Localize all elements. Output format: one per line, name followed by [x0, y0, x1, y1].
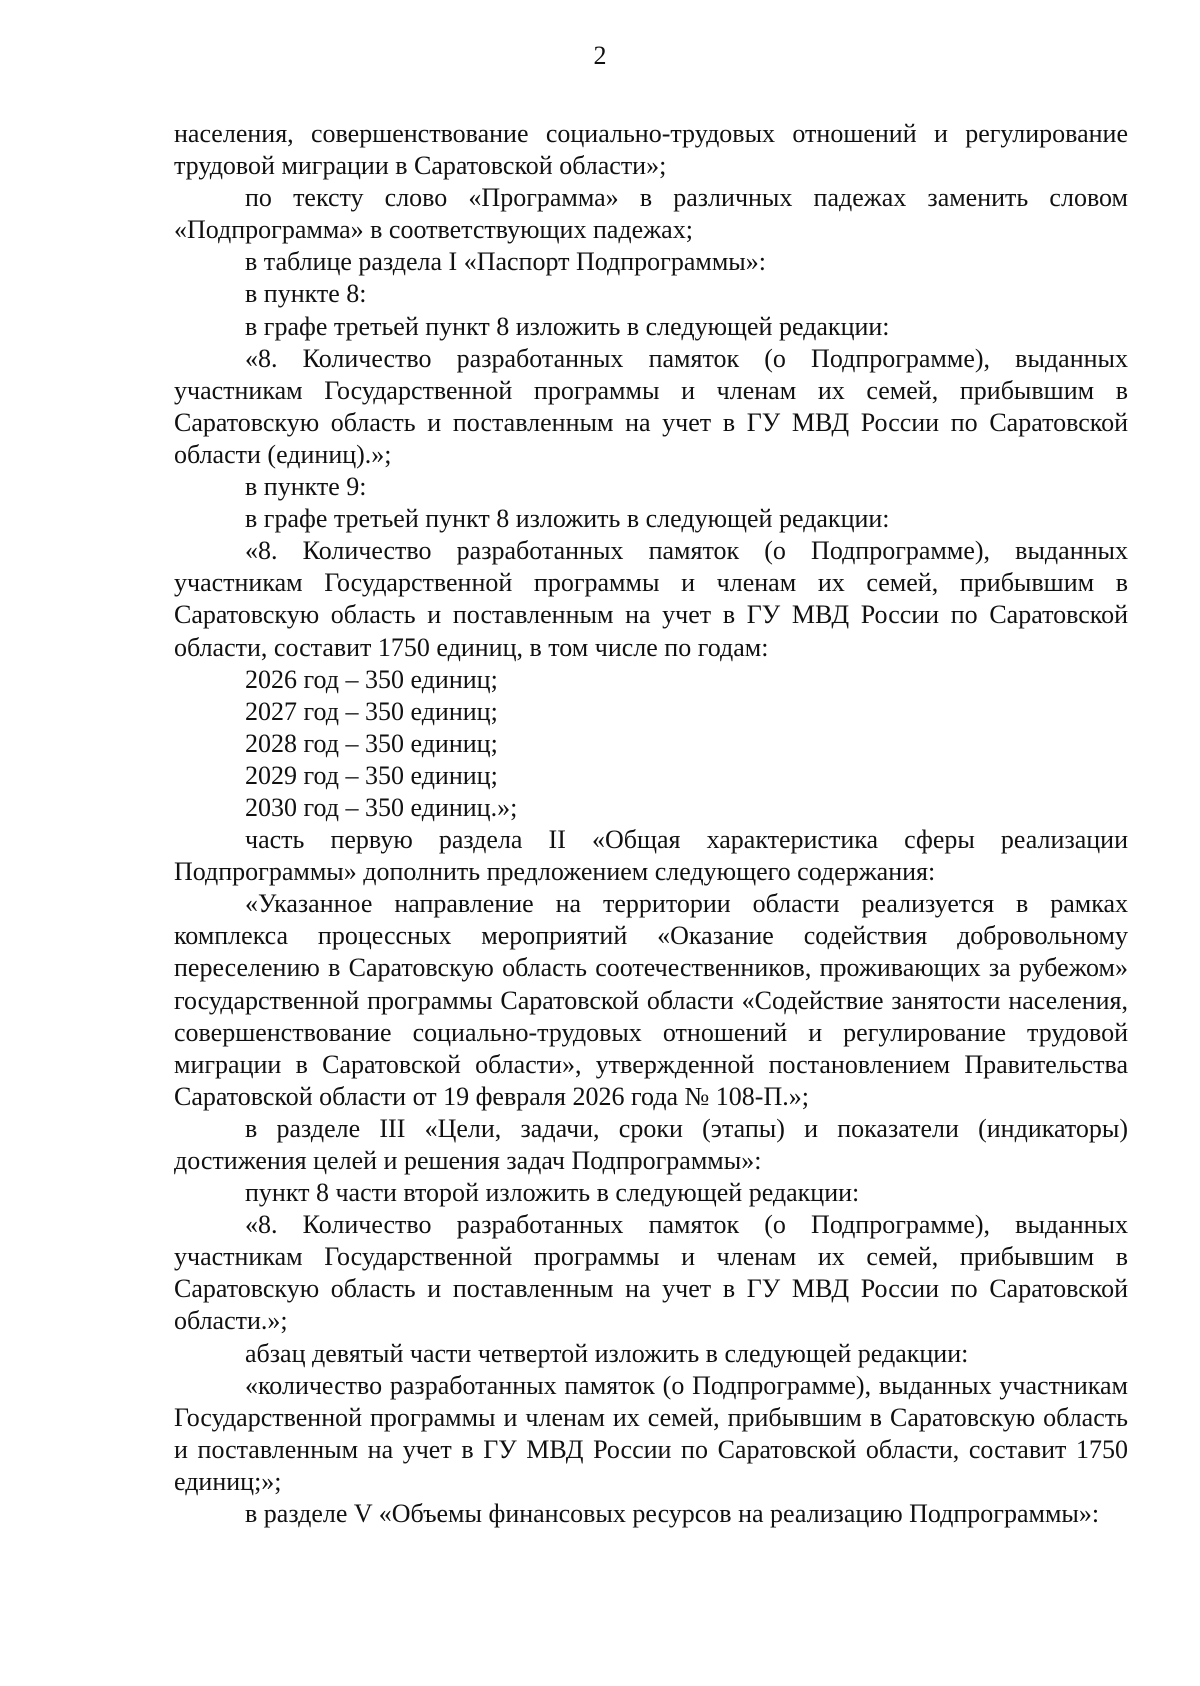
paragraph-item-9: в пункте 9:: [245, 472, 367, 502]
year-list: [174, 664, 1128, 824]
paragraph-quote-count: «количество разработанных памяток (о Подпрограмме), выданных участникам Государственной программы и членам их семей, прибывшим в Саратовскую область и поставленным на учет в ГУ МВД России по Саратовской области, составит 1750 единиц;»;: [174, 1370, 1128, 1496]
year-item: 2029 год – 350 единиц;: [245, 760, 498, 790]
page-number: 2: [593, 41, 607, 70]
paragraph-quote-direction: «Указанное направление на территории области реализуется в рамках комплекса процессных мероприятий «Оказание содействия добровольному переселению в Саратовскую область соотечественников, проживающих за рубежом» государственной программы Саратовской области «Содействие занятости населения, совершенствование социально-трудовых отношений и регулирование трудовой миграции в Саратовской области», утвержденной постановлением Правительства Саратовской области от 19 февраля 2026 года № 108-П.»;: [174, 889, 1128, 1111]
year-item: 2027 год – 350 единиц;: [245, 696, 498, 726]
document-body: [174, 118, 1128, 1530]
paragraph-section-five: в разделе V «Объемы финансовых ресурсов на реализацию Подпрограммы»:: [245, 1499, 1100, 1529]
paragraph-replace-word: по тексту слово «Программа» в различных падежах заменить словом «Подпрограмма» в соответствующих падежах;: [174, 183, 1128, 245]
paragraph-item-8: в пункте 8:: [245, 279, 367, 309]
paragraph-ninth-abzac: абзац девятый части четвертой изложить в следующей редакции:: [245, 1338, 969, 1368]
paragraph-section-three: в разделе III «Цели, задачи, сроки (этапы) и показатели (индикаторы) достижения целей и решения задач Подпрограммы»:: [174, 1113, 1128, 1175]
paragraph-column-three-second: в графе третьей пункт 8 изложить в следующей редакции:: [245, 504, 890, 534]
year-item: 2030 год – 350 единиц.»;: [245, 792, 518, 822]
year-item: 2028 год – 350 единиц;: [245, 728, 498, 758]
paragraph-quote-item-8-total: «8. Количество разработанных памяток (о Подпрограмме), выданных участникам Государственной программы и членам их семей, прибывшим в Саратовскую область и поставленным на учет в ГУ МВД России по Саратовской области, составит 1750 единиц, в том числе по годам:: [174, 536, 1128, 662]
paragraph-passport-table: в таблице раздела I «Паспорт Подпрограммы»:: [245, 247, 766, 277]
paragraph-continuation: населения, совершенствование социально-трудовых отношений и регулирование трудовой миграции в Саратовской области»;: [174, 119, 1128, 181]
paragraph-section-two: часть первую раздела II «Общая характеристика сферы реализации Подпрограммы» дополнить предложением следующего содержания:: [174, 825, 1128, 887]
paragraph-column-three: в графе третьей пункт 8 изложить в следующей редакции:: [245, 311, 890, 341]
year-item: 2026 год – 350 единиц;: [245, 664, 498, 694]
paragraph-quote-item-8-short: «8. Количество разработанных памяток (о Подпрограмме), выданных участникам Государственной программы и членам их семей, прибывшим в Саратовскую область и поставленным на учет в ГУ МВД России по Саратовской области.»;: [174, 1210, 1128, 1336]
paragraph-item-8-part-two: пункт 8 части второй изложить в следующей редакции:: [245, 1178, 860, 1208]
paragraph-quote-item-8: «8. Количество разработанных памяток (о Подпрограмме), выданных участникам Государственной программы и членам их семей, прибывшим в Саратовскую область и поставленным на учет в ГУ МВД России по Саратовской области (единиц).»;: [174, 343, 1128, 469]
